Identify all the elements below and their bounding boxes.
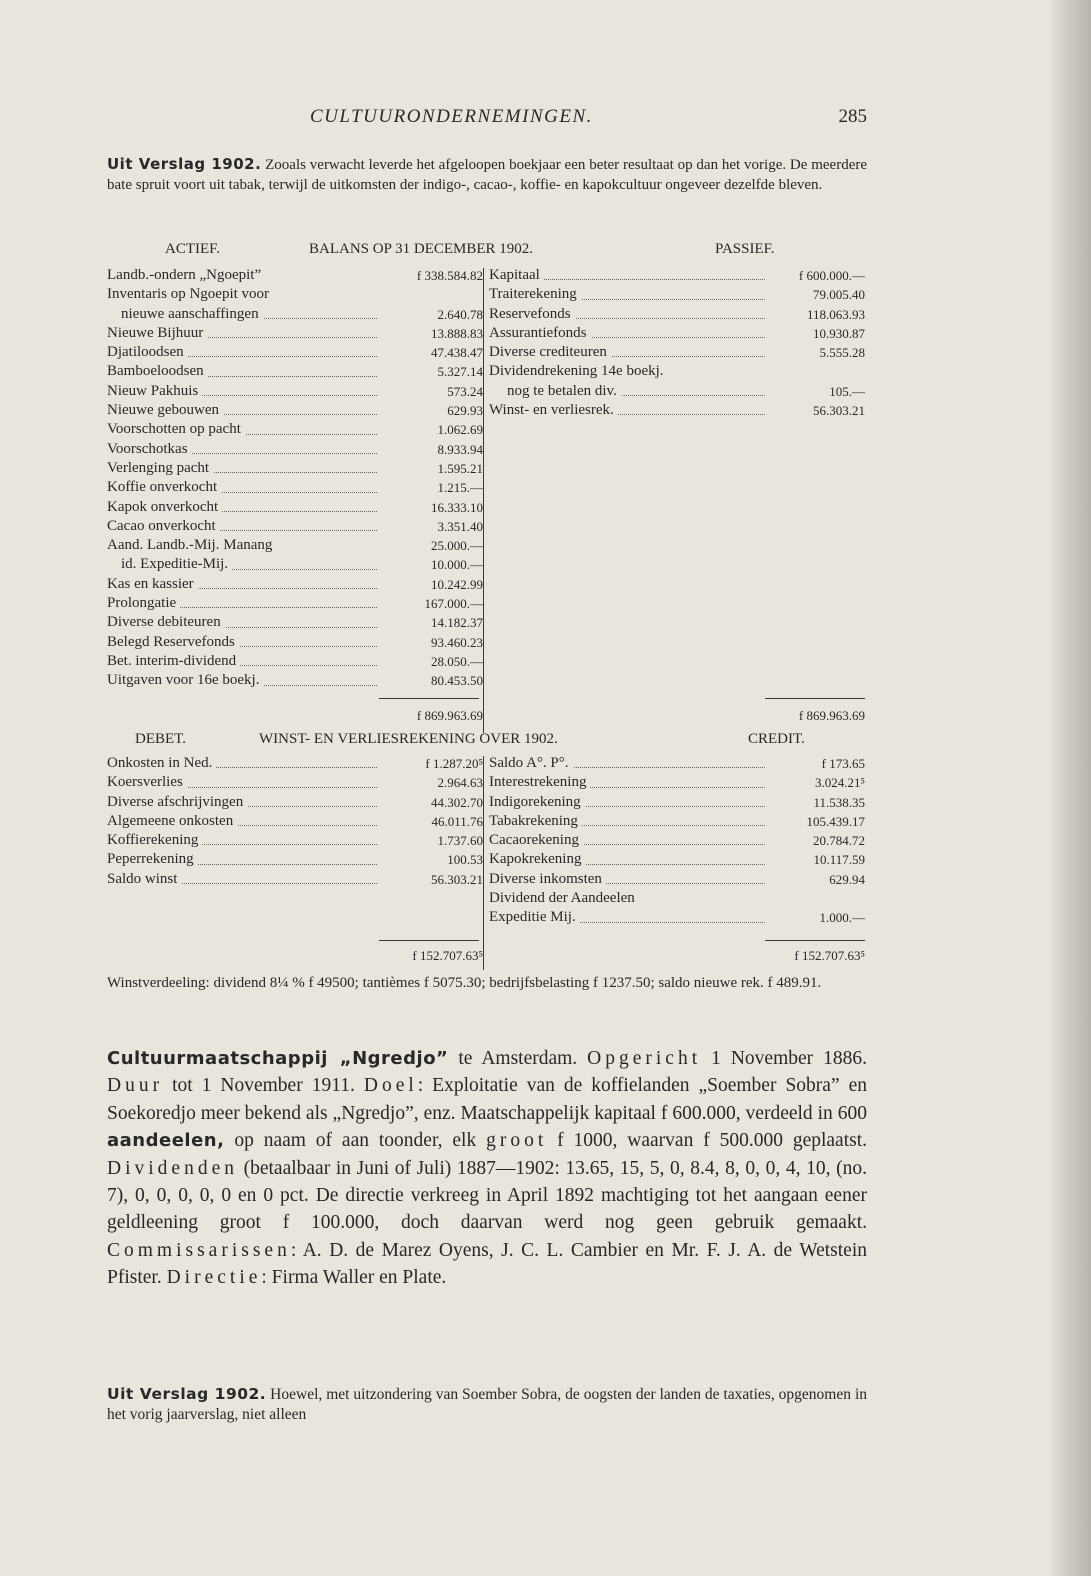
verslag-label: Uit Verslag 1902. bbox=[107, 155, 262, 173]
left-label: Peperrekening bbox=[107, 851, 198, 867]
right-amount: 10.117.59 bbox=[813, 852, 865, 868]
table-row bbox=[107, 266, 867, 285]
balance-heading bbox=[107, 241, 867, 261]
left-label: Koffierekening bbox=[107, 832, 202, 848]
table-row bbox=[107, 889, 867, 908]
left-label-cell bbox=[107, 633, 377, 652]
left-label: Verlenging pacht bbox=[107, 460, 213, 476]
debet-heading: DEBET. bbox=[135, 731, 186, 747]
table-row bbox=[107, 401, 867, 420]
table-row bbox=[107, 440, 867, 459]
left-label: Bamboeloodsen bbox=[107, 363, 208, 379]
left-label: id. Expeditie-Mij. bbox=[107, 556, 232, 572]
left-label-cell bbox=[107, 498, 377, 517]
left-amount: 2.964.63 bbox=[437, 775, 483, 791]
balance-total-right: f 869.963.69 bbox=[798, 708, 865, 723]
left-label: Belegd Reservefonds bbox=[107, 634, 239, 650]
left-label-cell bbox=[107, 773, 377, 792]
right-label-cell bbox=[489, 362, 867, 381]
left-label-cell bbox=[107, 555, 377, 574]
left-label-cell bbox=[107, 440, 377, 459]
right-label-cell bbox=[489, 870, 765, 889]
left-label: Voorschotkas bbox=[107, 441, 192, 457]
aandeelen-text: op naam of aan toonder, elk bbox=[224, 1130, 487, 1152]
right-amount: 105.— bbox=[829, 383, 865, 399]
left-amount: 13.888.83 bbox=[431, 325, 483, 341]
left-label: Koffie onverkocht bbox=[107, 479, 221, 495]
left-label-cell bbox=[107, 613, 377, 632]
left-label-cell bbox=[107, 401, 377, 420]
left-label: Kapok onverkocht bbox=[107, 499, 222, 515]
right-amount: f 600.000.— bbox=[798, 268, 865, 283]
left-label: Nieuwe gebouwen bbox=[107, 402, 223, 418]
table-row bbox=[107, 459, 867, 478]
table-row bbox=[107, 536, 867, 555]
left-label: nieuwe aanschaffingen bbox=[107, 306, 263, 322]
verslag2-label: Uit Verslag 1902. bbox=[107, 1385, 267, 1403]
left-label: Diverse afschrijvingen bbox=[107, 794, 247, 810]
left-amount: 10.242.99 bbox=[431, 576, 483, 592]
table-row bbox=[107, 555, 867, 574]
wv-total-rule-right bbox=[765, 940, 865, 941]
credit-heading: CREDIT. bbox=[748, 731, 805, 747]
table-row bbox=[107, 362, 867, 381]
left-label: Algemeene onkosten bbox=[107, 813, 237, 829]
left-label-cell bbox=[107, 793, 377, 812]
right-label-cell bbox=[489, 266, 765, 285]
table-row bbox=[107, 517, 867, 536]
right-label: Diverse inkomsten bbox=[489, 871, 606, 887]
right-amount: 3.024.21⁵ bbox=[814, 775, 865, 791]
wv-total-right: f 152.707.63⁵ bbox=[794, 948, 865, 963]
table-row bbox=[107, 575, 867, 594]
table-row bbox=[107, 343, 867, 362]
right-label: Assurantiefonds bbox=[489, 325, 591, 341]
company-name: Cultuurmaatschappij „Ngredjo” bbox=[107, 1048, 449, 1069]
balance-title: BALANS OP 31 DECEMBER 1902. bbox=[309, 241, 534, 257]
right-label: Saldo A°. P°. bbox=[489, 755, 573, 771]
left-amount: 1.737.60 bbox=[437, 833, 483, 849]
left-label-cell bbox=[107, 594, 377, 613]
left-label: Nieuw Pakhuis bbox=[107, 383, 202, 399]
left-label-cell bbox=[107, 324, 377, 343]
left-amount: 46.011.76 bbox=[431, 813, 483, 829]
right-label: Dividend der Aandeelen bbox=[489, 890, 639, 906]
left-amount: 2.640.78 bbox=[437, 306, 483, 322]
left-amount: 5.327.14 bbox=[437, 364, 483, 380]
column-divider bbox=[483, 756, 484, 970]
right-amount: 10.930.87 bbox=[813, 325, 865, 341]
left-amount: 573.24 bbox=[447, 383, 483, 399]
left-amount: 56.303.21 bbox=[431, 871, 483, 887]
right-label-cell bbox=[489, 285, 765, 304]
left-amount: 93.460.23 bbox=[431, 634, 483, 650]
left-label-cell bbox=[107, 266, 377, 285]
directie-label: Directie bbox=[166, 1267, 262, 1289]
right-label-cell bbox=[489, 793, 765, 812]
right-label: Expeditie Mij. bbox=[489, 909, 580, 925]
right-label: nog te betalen div. bbox=[489, 383, 621, 399]
actief-heading: ACTIEF. bbox=[165, 241, 221, 257]
left-label: Diverse debiteuren bbox=[107, 614, 225, 630]
opgericht-text: 1 November 1886. bbox=[701, 1048, 867, 1069]
passief-heading: PASSIEF. bbox=[715, 241, 775, 257]
left-label-cell bbox=[107, 870, 377, 889]
table-row bbox=[107, 908, 867, 927]
table-row bbox=[107, 420, 867, 439]
right-label-cell bbox=[489, 382, 765, 401]
directie-text: : Firma Waller en Plate. bbox=[261, 1267, 447, 1289]
running-header bbox=[107, 106, 867, 128]
left-label-cell bbox=[107, 536, 377, 555]
left-amount: 629.93 bbox=[447, 403, 483, 419]
right-amount: 11.538.35 bbox=[813, 794, 865, 810]
left-label: Djatiloodsen bbox=[107, 344, 188, 360]
table-row bbox=[107, 773, 867, 792]
left-amount: 8.933.94 bbox=[437, 441, 483, 457]
right-label: Cacaorekening bbox=[489, 832, 583, 848]
table-row bbox=[107, 870, 867, 889]
right-amount: 629.94 bbox=[829, 871, 865, 887]
left-label-cell bbox=[107, 305, 377, 324]
right-amount: 118.063.93 bbox=[806, 306, 865, 322]
doel-text: : Exploitatie van de koffielanden „Soember Sobra” en Soekoredjo meer bekend als „Ngredjo”, enz. Maatschappelijk kapitaal f 600.000, verdeeld in 600 bbox=[107, 1075, 867, 1124]
left-label: Aand. Landb.-Mij. Manang bbox=[107, 537, 276, 553]
left-amount: 47.438.47 bbox=[431, 345, 483, 361]
aandeelen-label: aandeelen, bbox=[107, 1130, 225, 1152]
wv-title: WINST- EN VERLIESREKENING OVER 1902. bbox=[259, 731, 558, 747]
left-amount: 1.215.— bbox=[437, 480, 483, 496]
right-amount: 56.303.21 bbox=[813, 403, 865, 419]
page-number: 285 bbox=[838, 106, 867, 127]
left-label-cell bbox=[107, 517, 377, 536]
wv-heading bbox=[107, 731, 867, 751]
table-row bbox=[107, 382, 867, 401]
left-label-cell bbox=[107, 812, 377, 831]
right-label-cell bbox=[489, 324, 765, 343]
table-row bbox=[107, 594, 867, 613]
right-label-cell bbox=[489, 773, 765, 792]
table-row bbox=[107, 671, 867, 690]
winstverdeeling: Winstverdeeling: dividend 8¼ % f 49500; tantièmes f 5075.30; bedrijfsbelasting f 1237.50; saldo nieuwe rek. f 489.91. bbox=[107, 975, 822, 991]
table-row bbox=[107, 478, 867, 497]
table-row bbox=[107, 305, 867, 324]
left-amount: 44.302.70 bbox=[431, 794, 483, 810]
left-amount: 80.453.50 bbox=[431, 673, 483, 689]
company-location: te Amsterdam. bbox=[448, 1048, 588, 1069]
groot-label: groot bbox=[486, 1130, 548, 1152]
left-label-cell bbox=[107, 831, 377, 850]
left-label-cell bbox=[107, 420, 377, 439]
wv-table bbox=[107, 754, 867, 928]
left-label-cell bbox=[107, 285, 377, 304]
left-amount: 10.000.— bbox=[431, 557, 483, 573]
doel-label: Doel bbox=[363, 1075, 418, 1097]
wv-total-left: f 152.707.63⁵ bbox=[412, 948, 483, 963]
table-row bbox=[107, 831, 867, 850]
left-label-cell bbox=[107, 671, 377, 690]
left-amount: 16.333.10 bbox=[431, 499, 483, 515]
right-label-cell bbox=[489, 889, 867, 908]
right-label-cell bbox=[489, 401, 765, 420]
right-label-cell bbox=[489, 850, 765, 869]
left-label-cell bbox=[107, 575, 377, 594]
right-label: Tabakrekening bbox=[489, 813, 582, 829]
right-label-cell bbox=[489, 831, 765, 850]
right-amount: f 173.65 bbox=[821, 756, 865, 771]
left-amount: 3.351.40 bbox=[437, 518, 483, 534]
left-label: Koersverlies bbox=[107, 774, 187, 790]
table-row bbox=[107, 633, 867, 652]
left-label: Prolongatie bbox=[107, 595, 180, 611]
right-label: Indigorekening bbox=[489, 794, 585, 810]
verslag2-text: Hoewel, met uitzondering van Soember Sobra, de oogsten der landen de taxaties, opgenomen in het vorig jaarverslag, niet alleen bbox=[107, 1386, 867, 1423]
balance-total-left: f 869.963.69 bbox=[416, 708, 483, 723]
balance-total-rule-right bbox=[765, 698, 865, 699]
left-label: Landb.-ondern „Ngoepit” bbox=[107, 267, 265, 283]
dividenden-text: (betaalbaar in Juni of Juli) 1887—1902: 13.65, 15, 5, 0, 8.4, 8, 0, 0, 4, 10, (no. 7), 0, 0, 0, 0, 0 en 0 pct. De directie verkreeg in April 1892 machtiging tot het aangaan eener geldleening groot f 100.000, doch daarvan werd nog geen gebruik gemaakt. bbox=[107, 1157, 867, 1234]
left-amount: 167.000.— bbox=[424, 596, 483, 612]
left-label: Nieuwe Bijhuur bbox=[107, 325, 207, 341]
right-label: Diverse crediteuren bbox=[489, 344, 611, 360]
left-label-cell bbox=[107, 362, 377, 381]
left-amount: 14.182.37 bbox=[431, 615, 483, 631]
balance-total-rule-left bbox=[379, 698, 479, 699]
left-label: Uitgaven voor 16e boekj. bbox=[107, 672, 263, 688]
duur-label: Duur bbox=[107, 1075, 164, 1097]
right-label: Interestrekening bbox=[489, 774, 590, 790]
left-label: Onkosten in Ned. bbox=[107, 755, 216, 771]
verslag-text: Zooals verwacht leverde het afgeloopen boekjaar een beter resultaat op dan het vorige. De meerdere bate spruit voort uit tabak, terwijl de uitkomsten der indigo-, cacao-, koffie- en kapokcultuur ongeveer dezelfde bleven. bbox=[107, 157, 868, 193]
right-label-cell bbox=[489, 754, 765, 773]
right-label: Reservefonds bbox=[489, 306, 575, 322]
left-amount: 1.595.21 bbox=[437, 460, 483, 476]
table-row bbox=[107, 850, 867, 869]
right-amount: 20.784.72 bbox=[813, 833, 865, 849]
left-label: Inventaris op Ngoepit voor bbox=[107, 286, 273, 302]
right-label: Winst- en verliesrek. bbox=[489, 402, 618, 418]
left-label-cell bbox=[107, 478, 377, 497]
right-label: Traiterekening bbox=[489, 286, 581, 302]
right-amount: 5.555.28 bbox=[819, 345, 865, 361]
right-label: Kapitaal bbox=[489, 267, 544, 283]
left-label: Cacao onverkocht bbox=[107, 518, 220, 534]
left-label-cell bbox=[107, 850, 377, 869]
left-label-cell bbox=[107, 459, 377, 478]
commissarissen-label: Commissarissen bbox=[107, 1239, 291, 1261]
wv-total-rule-left bbox=[379, 940, 479, 941]
table-row bbox=[107, 652, 867, 671]
right-label: Dividendrekening 14e boekj. bbox=[489, 363, 668, 379]
balance-table bbox=[107, 266, 867, 691]
duur-text: tot 1 November 1911. bbox=[163, 1075, 364, 1097]
table-row bbox=[107, 812, 867, 831]
verslag2-paragraph bbox=[107, 1385, 867, 1424]
right-label-cell bbox=[489, 343, 765, 362]
left-label: Bet. interim-dividend bbox=[107, 653, 240, 669]
right-label-cell bbox=[489, 908, 765, 927]
table-row bbox=[107, 613, 867, 632]
commissarissen-text: : A. D. de Marez Oyens, J. C. L. Cambier en Mr. F. J. A. de Wetstein Pfister. bbox=[107, 1239, 867, 1289]
left-amount: f 1.287.20⁵ bbox=[425, 756, 483, 771]
column-divider bbox=[483, 268, 484, 733]
left-amount: 28.050.— bbox=[431, 653, 483, 669]
verslag-paragraph bbox=[107, 155, 867, 195]
left-label: Kas en kassier bbox=[107, 576, 198, 592]
left-amount: 100.53 bbox=[447, 852, 483, 868]
left-label-cell bbox=[107, 343, 377, 362]
left-amount: f 338.584.82 bbox=[416, 268, 483, 283]
table-row bbox=[107, 754, 867, 773]
running-title: CULTUURONDERNEMINGEN. bbox=[310, 106, 593, 127]
ngredjo-entry bbox=[107, 1045, 867, 1292]
right-label: Kapokrekening bbox=[489, 851, 585, 867]
book-spine bbox=[1051, 0, 1091, 1576]
groot-text: f 1000, waarvan f 500.000 geplaatst. bbox=[547, 1130, 867, 1152]
right-amount: 105.439.17 bbox=[806, 813, 865, 829]
left-label-cell bbox=[107, 382, 377, 401]
opgericht-label: Opgericht bbox=[587, 1048, 702, 1069]
left-amount: 1.062.69 bbox=[437, 422, 483, 438]
left-label: Voorschotten op pacht bbox=[107, 421, 245, 437]
table-row bbox=[107, 285, 867, 304]
left-amount: 25.000.— bbox=[431, 538, 483, 554]
right-amount: 1.000.— bbox=[819, 910, 865, 926]
table-row bbox=[107, 324, 867, 343]
table-row bbox=[107, 793, 867, 812]
right-amount: 79.005.40 bbox=[813, 287, 865, 303]
table-row bbox=[107, 498, 867, 517]
right-label-cell bbox=[489, 812, 765, 831]
left-label-cell bbox=[107, 754, 377, 773]
dividenden-label: Dividenden bbox=[107, 1157, 238, 1179]
right-label-cell bbox=[489, 305, 765, 324]
left-label: Saldo winst bbox=[107, 871, 181, 887]
left-label-cell bbox=[107, 652, 377, 671]
